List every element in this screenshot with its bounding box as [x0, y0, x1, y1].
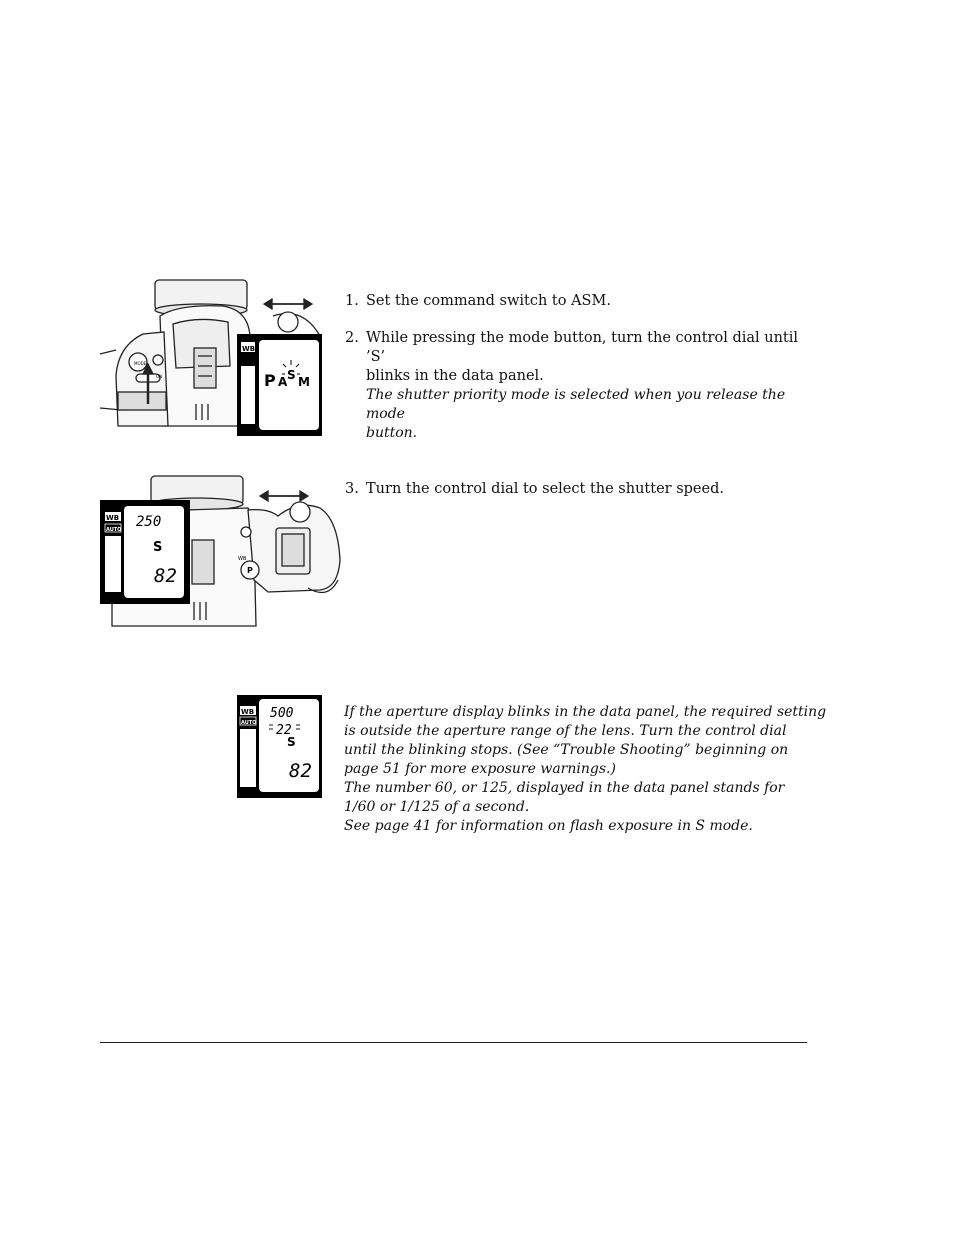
step-1	[345, 292, 805, 311]
wb-indicator: WB	[106, 514, 120, 522]
aperture-readout-blinking: 22	[276, 723, 292, 738]
note-line: 1/60 or 1/125 of a second.	[344, 799, 530, 815]
step-2	[345, 329, 805, 443]
wb-indicator: WB	[242, 345, 256, 353]
note-line: is outside the aperture range of the lens. Turn the control dial	[344, 723, 787, 739]
note-line: If the aperture display blinks in the data panel, the required setting	[344, 704, 827, 720]
shutter-speed-readout: 250	[136, 514, 162, 530]
on-label: ON	[156, 374, 163, 379]
wb-indicator: WB	[241, 708, 255, 716]
note-line: until the blinking stops. (See “Trouble Shooting” beginning on	[344, 742, 789, 758]
figure-aperture-warning	[236, 694, 324, 800]
aperture-notes	[344, 703, 827, 836]
mode-p: P	[264, 371, 276, 390]
mode-readout: S	[153, 540, 163, 555]
step-number: 2.	[345, 330, 359, 346]
note-line: See page 41 for information on flash exposure in S mode.	[344, 818, 753, 834]
step-text-line: blinks in the data panel.	[366, 368, 544, 384]
frame-count-readout: 82	[289, 760, 312, 782]
mode-a: A	[278, 375, 288, 389]
step-number: 1.	[345, 293, 359, 309]
figure-mode-selection	[98, 276, 326, 438]
step-3	[345, 480, 805, 499]
mode-button-label: MODE	[134, 361, 147, 366]
note-line: page 51 for more exposure warnings.)	[344, 761, 616, 777]
figure-shutter-speed	[98, 470, 354, 632]
mode-readout: S	[287, 735, 296, 749]
mode-s-blinking: S	[287, 368, 296, 382]
shutter-speed-readout: 500	[270, 706, 294, 721]
frame-count-readout: 82	[154, 565, 177, 587]
wb-button-label: WB	[238, 556, 247, 562]
step-text-line: While pressing the mode button, turn the control dial until ’S’	[366, 330, 799, 365]
step-number: 3.	[345, 481, 359, 497]
step-text: Turn the control dial to select the shutter speed.	[366, 481, 724, 497]
p-button-label: P	[247, 566, 253, 575]
note-line: The number 60, or 125, displayed in the data panel stands for	[344, 780, 785, 796]
step-note-line: button.	[366, 425, 418, 441]
footer-rule	[100, 1042, 807, 1043]
step-note-line: The shutter priority mode is selected when you release the mode	[366, 387, 786, 422]
step-text: Set the command switch to ASM.	[366, 293, 611, 309]
mode-m: M	[298, 375, 310, 389]
auto-indicator: AUTO	[241, 720, 257, 726]
auto-indicator: AUTO	[106, 527, 122, 533]
